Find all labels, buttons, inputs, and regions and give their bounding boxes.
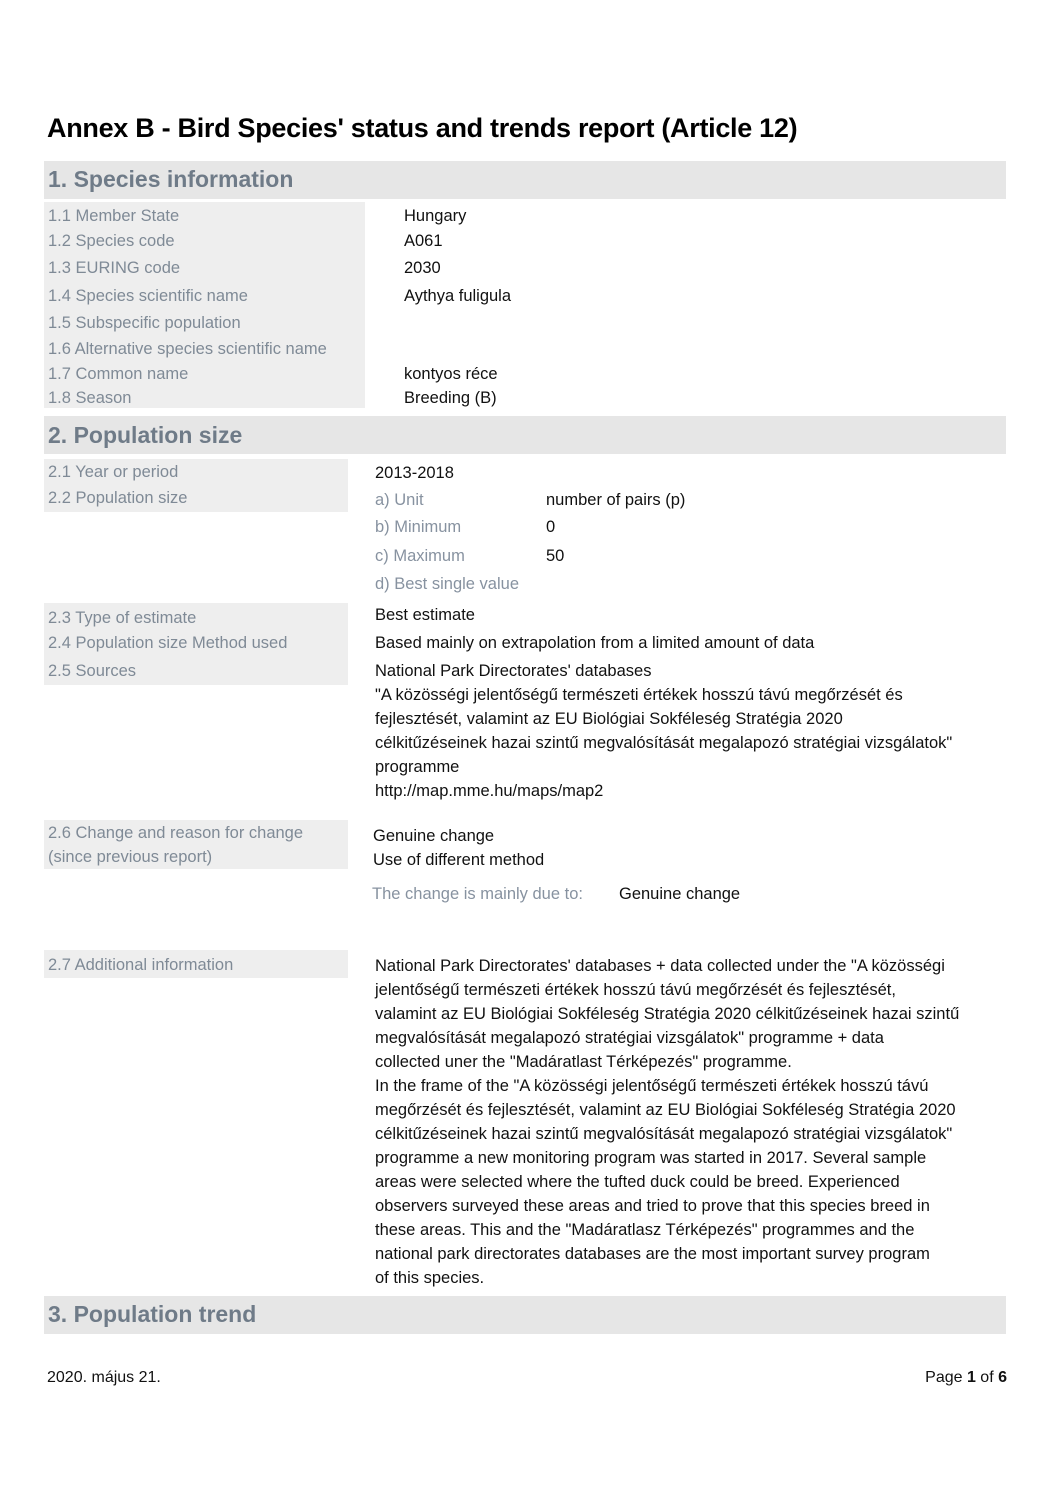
label-best-single-value: d) Best single value: [375, 575, 519, 593]
additional-line: areas were selected where the tufted duck could be breed. Experienced: [375, 1173, 900, 1191]
document-title: Annex B - Bird Species' status and trends report (Article 12): [47, 113, 798, 143]
sources-line: programme: [375, 758, 460, 776]
additional-line: megvalósítását megalapozó stratégiai vizsgálatok" programme + data: [375, 1029, 884, 1047]
additional-line: observers surveyed these areas and tried to prove that this species breed in: [375, 1197, 930, 1215]
value-minimum: 0: [546, 518, 556, 536]
label-method-used: 2.4 Population size Method used: [48, 634, 288, 652]
additional-line: jelentőségű természeti értékek hosszú távú megőrzését és fejlesztését,: [375, 981, 896, 999]
sources-line: fejlesztését, valamint az EU Biológiai Sokféleség Stratégia 2020: [375, 710, 843, 728]
additional-line: programme a new monitoring program was started in 2017. Several sample: [375, 1149, 927, 1167]
section-2-title: 2. Population size: [48, 422, 243, 448]
label-additional-info: 2.7 Additional information: [48, 956, 234, 974]
label-type-of-estimate: 2.3 Type of estimate: [48, 609, 197, 627]
value-sources: [375, 659, 1015, 803]
label-population-size: 2.2 Population size: [48, 489, 188, 507]
footer-date: 2020. május 21.: [47, 1369, 161, 1386]
label-alternative-name: 1.6 Alternative species scientific name: [48, 340, 327, 358]
value-type-of-estimate: Best estimate: [375, 606, 475, 624]
label-maximum: c) Maximum: [375, 547, 465, 565]
label-change-due: The change is mainly due to:: [372, 885, 583, 903]
footer-page-number: [925, 1369, 1007, 1387]
additional-line: national park directorates databases are the most important survey program: [375, 1245, 930, 1263]
page-prefix: Page: [925, 1369, 967, 1386]
sources-line: National Park Directorates' databases: [375, 662, 652, 680]
section-3-title: 3. Population trend: [48, 1301, 257, 1327]
value-change-due: Genuine change: [619, 885, 741, 903]
label-species-code: 1.2 Species code: [48, 232, 175, 250]
label-member-state: 1.1 Member State: [48, 207, 180, 225]
additional-line: megőrzését és fejlesztését, valamint az EU Biológiai Sokféleség Stratégia 2020: [375, 1101, 956, 1119]
section-1-title: 1. Species information: [48, 166, 294, 192]
value-unit: number of pairs (p): [546, 491, 686, 509]
page-total: 6: [998, 1369, 1007, 1386]
label-common-name: 1.7 Common name: [48, 365, 189, 383]
label-subspecific-population: 1.5 Subspecific population: [48, 314, 241, 332]
additional-line: of this species.: [375, 1269, 485, 1287]
label-season: 1.8 Season: [48, 389, 132, 407]
label-unit: a) Unit: [375, 491, 424, 509]
value-species-code: A061: [404, 232, 443, 250]
page-of: of: [975, 1369, 999, 1386]
value-euring-code: 2030: [404, 259, 441, 277]
page-current: 1: [966, 1369, 976, 1386]
value-change-2: Use of different method: [373, 851, 545, 869]
value-common-name: kontyos réce: [404, 365, 498, 383]
value-year-period: 2013-2018: [375, 464, 454, 482]
sources-link: http://map.mme.hu/maps/map2: [375, 782, 604, 800]
additional-line: these areas. This and the "Madáratlasz Térképezés" programmes and the: [375, 1221, 915, 1239]
value-member-state: Hungary: [404, 207, 467, 225]
label-change-since: (since previous report): [48, 848, 213, 866]
additional-line: valamint az EU Biológiai Sokféleség Stratégia 2020 célkitűzéseinek hazai szintű: [375, 1005, 960, 1023]
value-method-used: Based mainly on extrapolation from a limited amount of data: [375, 634, 815, 652]
value-scientific-name: Aythya fuligula: [404, 287, 512, 305]
sources-line: célkitűzéseinek hazai szintű megvalósítását megalapozó stratégiai vizsgálatok": [375, 734, 953, 752]
additional-line: célkitűzéseinek hazai szintű megvalósítását megalapozó stratégiai vizsgálatok": [375, 1125, 953, 1143]
additional-line: National Park Directorates' databases + data collected under the "A közösségi: [375, 957, 945, 975]
label-euring-code: 1.3 EURING code: [48, 259, 181, 277]
value-maximum: 50: [546, 547, 565, 565]
value-change-1: Genuine change: [373, 827, 495, 845]
label-change-reason: 2.6 Change and reason for change: [48, 824, 304, 842]
value-additional-info: [375, 954, 1015, 1290]
label-scientific-name: 1.4 Species scientific name: [48, 287, 248, 305]
additional-line: In the frame of the "A közösségi jelentőségű természeti értékek hosszú távú: [375, 1077, 929, 1095]
label-year-period: 2.1 Year or period: [48, 463, 179, 481]
sources-line: "A közösségi jelentőségű természeti értékek hosszú távú megőrzését és: [375, 686, 903, 704]
label-sources: 2.5 Sources: [48, 662, 137, 680]
value-season: Breeding (B): [404, 389, 497, 407]
additional-line: collected uner the "Madáratlast Térképezés" programme.: [375, 1053, 792, 1071]
label-minimum: b) Minimum: [375, 518, 462, 536]
